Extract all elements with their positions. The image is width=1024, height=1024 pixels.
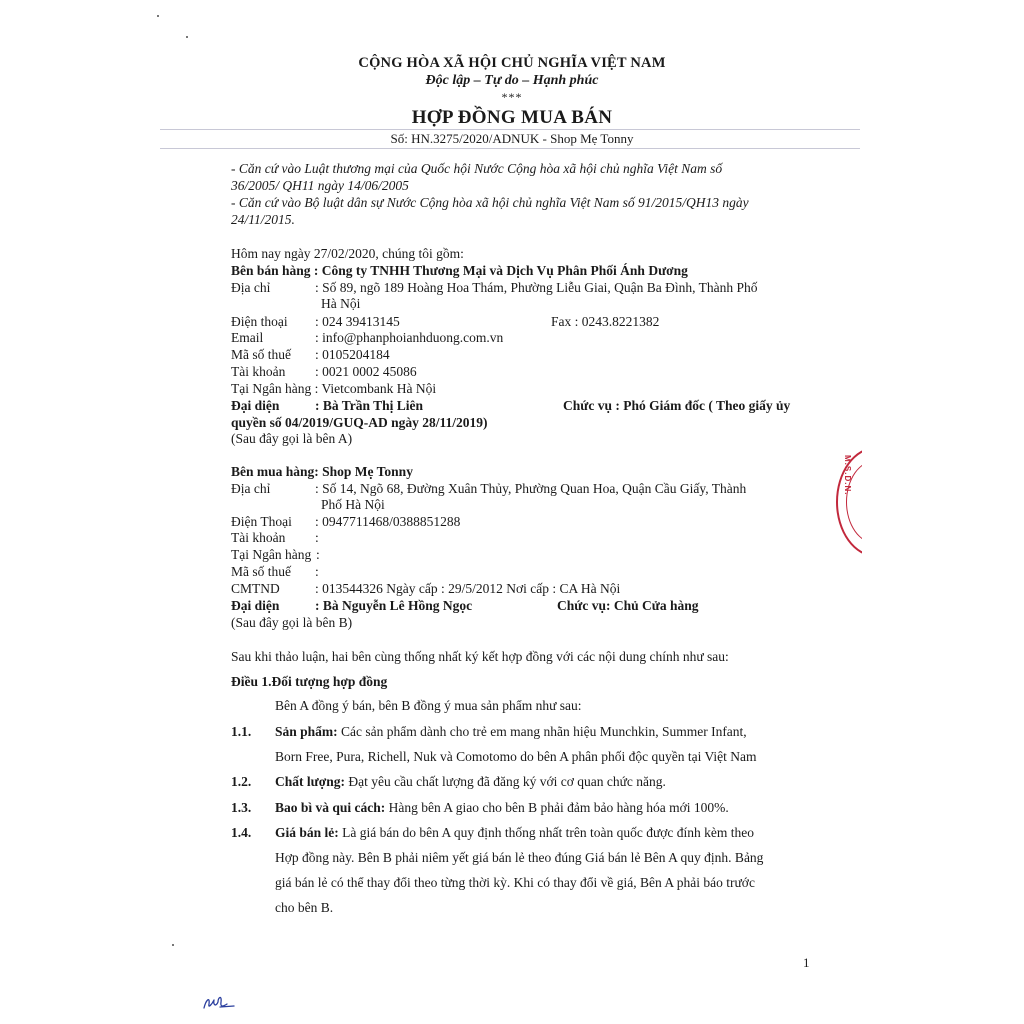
article-1-lead: Bên A đồng ý bán, bên B đồng ý mua sản phẩm như sau: (275, 698, 582, 713)
clause-text: Hàng bên A giao cho bên B phải đảm bảo hàng hóa mới 100%. (388, 800, 729, 815)
buyer-rep-position: Chức vụ: Chủ Cửa hàng (557, 598, 699, 613)
clause-number: 1.3. (231, 800, 252, 815)
scan-speck (186, 36, 188, 38)
clause-number: 1.4. (231, 825, 252, 840)
buyer-bank: : (316, 547, 320, 562)
handwritten-initials (200, 992, 240, 1014)
buyer-bank-label: Tại Ngân hàng (231, 547, 312, 562)
seller-address: : Số 89, ngõ 189 Hoàng Hoa Thám, Phường Liễu Giai, Quận Ba Đình, Thành Phố (315, 280, 758, 295)
clause-text: Đạt yêu cầu chất lượng đã đăng ký với cơ quan chức năng. (348, 774, 666, 789)
scan-speck (157, 15, 159, 17)
nation-heading: CỘNG HÒA XÃ HỘI CHỦ NGHĨA VIỆT NAM (358, 55, 666, 71)
clause-1-4 (275, 825, 754, 841)
buyer-heading: Bên mua hàng: Shop Mẹ Tonny (231, 464, 413, 479)
legal-basis-line: - Căn cứ vào Luật thương mại của Quốc hội Nước Cộng hòa xã hội chủ nghĩa Việt Nam số (231, 161, 723, 176)
seller-email-label: Email (231, 330, 264, 345)
legal-basis-line: 24/11/2015. (231, 212, 295, 227)
seller-heading: Bên bán hàng : Công ty TNHH Thương Mại và Dịch Vụ Phân Phối Ánh Dương (231, 263, 688, 278)
clause-1-3 (275, 800, 729, 816)
buyer-tax: : (315, 564, 319, 579)
contract-title: HỢP ĐỒNG MUA BÁN (411, 107, 613, 128)
buyer-rep-name: : Bà Nguyễn Lê Hồng Ngọc (315, 598, 473, 613)
clause-text-cont: giá bán lẻ có thể thay đổi theo từng thời kỳ. Khi có thay đổi về giá, Bên A phải báo trước (275, 875, 755, 890)
seller-email: : info@phanphoianhduong.com.vn (315, 330, 504, 345)
buyer-phone: : 0947711468/0388851288 (315, 514, 461, 529)
seller-phone: : 024 39413145 (315, 314, 400, 329)
seller-bank: Tại Ngân hàng : Vietcombank Hà Nội (231, 381, 437, 396)
buyer-rep-label: Đại diện (231, 598, 280, 613)
buyer-alias: (Sau đây gọi là bên B) (231, 615, 353, 630)
clause-text-cont: Hợp đồng này. Bên B phải niêm yết giá bán lẻ theo đúng Giá bán lẻ Bên A quy định. Bảng (275, 850, 764, 865)
seller-tax-label: Mã số thuế (231, 347, 291, 362)
buyer-phone-label: Điện Thoại (231, 514, 292, 529)
page-number: 1 (803, 955, 810, 970)
seller-tax: : 0105204184 (315, 347, 390, 362)
seller-rep-authorization: quyền số 04/2019/GUQ-AD ngày 28/11/2019) (231, 415, 488, 430)
scan-speck (172, 944, 174, 946)
clause-1-2 (275, 774, 666, 790)
seller-address-cont: Hà Nội (321, 296, 361, 311)
clause-number: 1.1. (231, 724, 252, 739)
buyer-address-label: Địa chỉ (231, 481, 271, 496)
buyer-id: : 013544326 Ngày cấp : 29/5/2012 Nơi cấp : CA Hà Nội (315, 581, 621, 596)
clause-text: Các sản phẩm dành cho trẻ em mang nhãn hiệu Munchkin, Summer Infant, (341, 724, 747, 739)
buyer-id-label: CMTND (231, 581, 280, 596)
clause-number: 1.2. (231, 774, 252, 789)
buyer-account-label: Tài khoản (231, 530, 286, 545)
seller-account: : 0021 0002 45086 (315, 364, 417, 379)
page-edge-crop (862, 440, 1024, 570)
seller-alias: (Sau đây gọi là bên A) (231, 431, 353, 446)
red-stamp-text: M.S.D.N. (843, 455, 852, 496)
clause-text: Là giá bán do bên A quy định thống nhất trên toàn quốc được đính kèm theo (342, 825, 755, 840)
buyer-address-cont: Phố Hà Nội (321, 497, 385, 512)
clause-text-cont: cho bên B. (275, 900, 334, 915)
seller-account-label: Tài khoản (231, 364, 286, 379)
seller-fax: Fax : 0243.8221382 (551, 314, 660, 329)
seller-rep-label: Đại diện (231, 398, 280, 413)
scan-line (160, 129, 860, 130)
buyer-tax-label: Mã số thuế (231, 564, 291, 579)
seller-rep-position: Chức vụ : Phó Giám đốc ( Theo giấy ủy (563, 398, 791, 413)
article-1-title: Điều 1.Đối tượng hợp đồng (231, 674, 388, 689)
legal-basis-line: - Căn cứ vào Bộ luật dân sự Nước Cộng hòa xã hội chủ nghĩa Việt Nam số 91/2015/QH13 ngày (231, 195, 749, 210)
buyer-address: : Số 14, Ngõ 68, Đường Xuân Thủy, Phường Quan Hoa, Quận Cầu Giấy, Thành (315, 481, 747, 496)
motto: Độc lập – Tự do – Hạnh phúc (425, 73, 599, 88)
stars: *** (501, 90, 523, 104)
seller-phone-label: Điện thoại (231, 314, 288, 329)
agreement-intro: Sau khi thảo luận, hai bên cùng thống nhất ký kết hợp đồng với các nội dung chính như sau: (231, 649, 729, 664)
clause-1-1 (275, 724, 747, 740)
buyer-account: : (315, 530, 319, 545)
clause-label: Giá bán lẻ: (275, 825, 339, 840)
seller-rep-name: : Bà Trần Thị Liên (315, 398, 424, 413)
clause-text-cont: Born Free, Pura, Richell, Nuk và Comotomo do bên A phân phối độc quyền tại Việt Nam (275, 749, 757, 764)
legal-basis-line: 36/2005/ QH11 ngày 14/06/2005 (231, 178, 409, 193)
clause-label: Bao bì và qui cách: (275, 800, 386, 815)
seller-address-label: Địa chỉ (231, 280, 271, 295)
clause-label: Sản phẩm: (275, 724, 338, 739)
intro-text: Hôm nay ngày 27/02/2020, chúng tôi gồm: (231, 246, 464, 261)
scan-line (160, 148, 860, 149)
contract-number: Số: HN.3275/2020/ADNUK - Shop Mẹ Tonny (390, 131, 634, 146)
clause-label: Chất lượng: (275, 774, 345, 789)
